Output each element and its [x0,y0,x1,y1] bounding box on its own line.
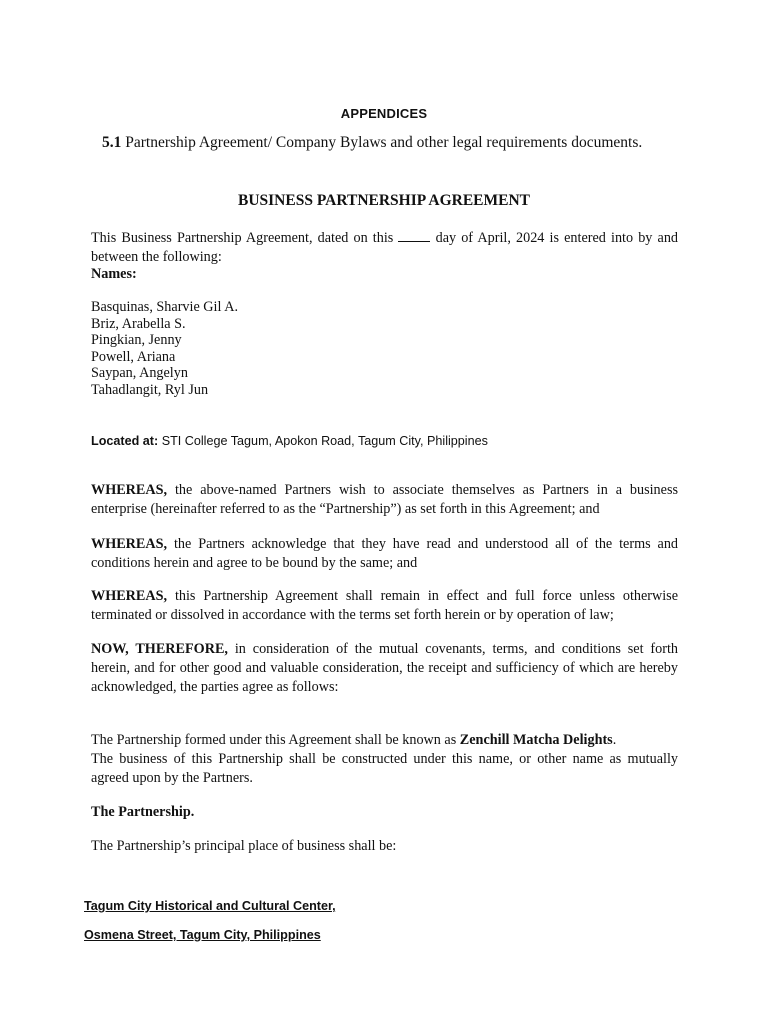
partnership-name: Zenchill Matcha Delights [459,732,613,748]
date-blank-line [398,230,430,242]
clause-text: this Partnership Agreement shall remain in effect and full force unless otherwise terminated or dissolved in accordance with the terms set forth herein or by operation of law; [91,588,679,623]
intro-paragraph [91,229,678,267]
clause-keyword: WHEREAS, [91,536,168,552]
intro-text-end: day of April, 2024 is entered into by and between the following: [91,230,679,265]
whereas-clause [91,535,678,573]
partner-name: Tahadlangit, Ryl Jun [91,381,209,398]
clause-keyword: WHEREAS, [91,588,168,604]
clause-keyword: NOW, THEREFORE, [91,641,228,657]
appendices-heading: APPENDICES [340,106,428,121]
intro-text-start: This Business Partnership Agreement, dated on this [91,230,394,246]
business-name-clause: The business of this Partnership shall be constructed under this name, or other name as mutually agreed upon by the Partners. [91,751,678,786]
clause-text: the Partners acknowledge that they have read and understood all of the terms and conditions herein and agree to be bound by the same; and [91,536,679,571]
names-label: Names: [91,266,137,282]
partner-name: Saypan, Angelyn [91,365,188,381]
clause-keyword: WHEREAS, [91,482,168,498]
partnership-name-suffix: . [612,732,617,748]
partner-name: Powell, Ariana [91,348,176,365]
partner-name: Basquinas, Sharvie Gil A. [91,299,238,315]
clause-text: in consideration of the mutual covenants, terms, and conditions set forth herein, and for other good and valuable consideration, the receipt and sufficiency of which are hereby acknowledged, the parties agree as follows: [91,641,678,695]
partnership-name-line [91,731,678,750]
whereas-clause [91,481,678,519]
location-value: STI College Tagum, Apokon Road, Tagum City, Philippines [161,434,488,448]
agreement-title: BUSINESS PARTNERSHIP AGREEMENT [237,192,531,209]
section-number: 5.1 [102,134,122,151]
now-therefore-clause [91,640,678,697]
location-label: Located at: [91,434,159,448]
address-line-2: Osmena Street, Tagum City, Philippines [84,928,321,942]
section-text: Partnership Agreement/ Company Bylaws and other legal requirements documents. [125,134,643,151]
address-line-1: Tagum City Historical and Cultural Center, [84,899,336,913]
partner-name: Pingkian, Jenny [91,332,182,348]
clause-text: the above-named Partners wish to associate themselves as Partners in a business enterprise (hereinafter referred to as the “Partnership”) as set forth in this Agreement; and [91,482,678,517]
place-of-business-line: The Partnership’s principal place of business shall be: [91,838,397,854]
partner-name: Briz, Arabella S. [91,315,186,332]
whereas-clause [91,587,678,625]
partnership-name-prefix: The Partnership formed under this Agreement shall be known as [91,732,457,748]
partner-names-list [91,299,238,398]
partnership-heading: The Partnership. [91,804,195,820]
section-heading [102,134,642,152]
location-line [91,434,488,448]
